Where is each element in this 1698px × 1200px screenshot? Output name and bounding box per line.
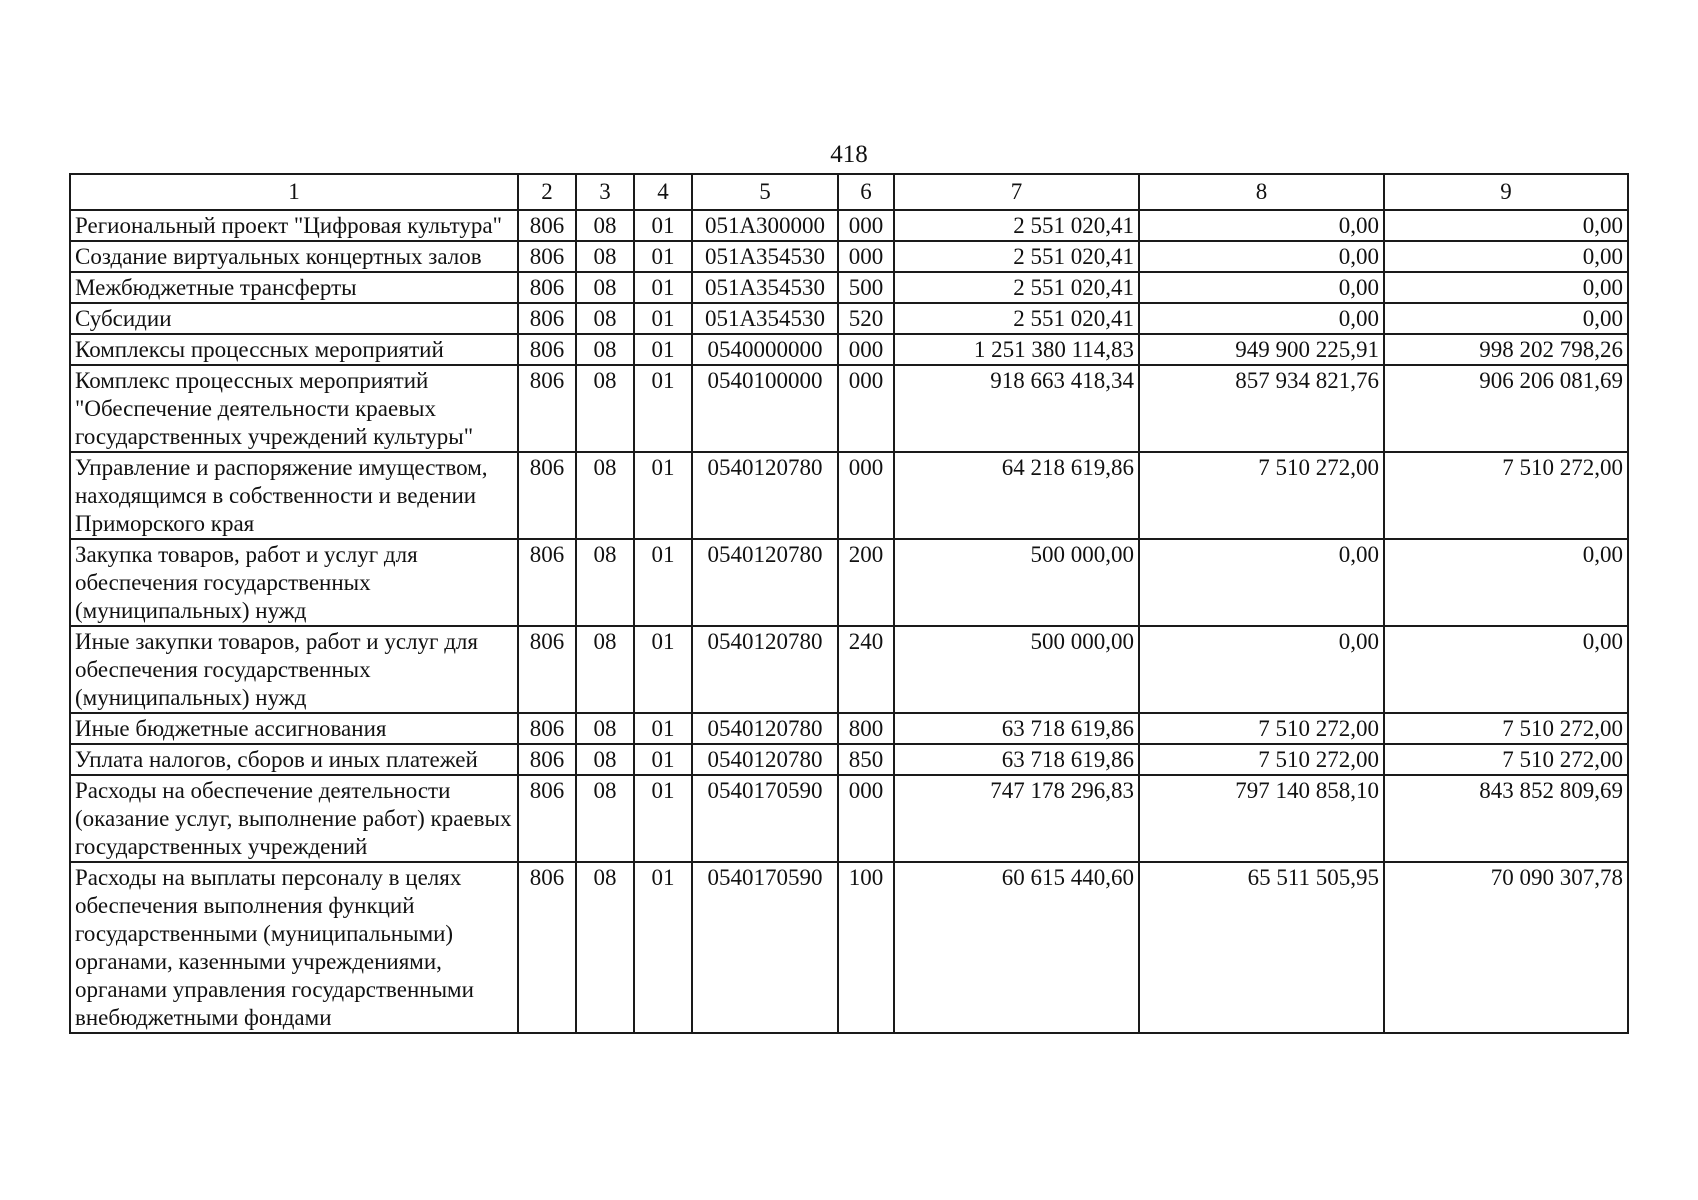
cell-amount: 0,00 [1384, 210, 1628, 241]
column-header: 4 [634, 174, 692, 210]
table-row [70, 744, 1628, 775]
row-name: Субсидии [70, 303, 518, 334]
cell-code: 08 [576, 862, 634, 1033]
cell-code: 051A354530 [692, 303, 838, 334]
cell-amount: 2 551 020,41 [894, 303, 1139, 334]
cell-amount: 0,00 [1139, 539, 1384, 626]
row-name: Иные закупки товаров, работ и услуг для обеспечения государственных (муниципальных) нужд [70, 626, 518, 713]
cell-amount: 64 218 619,86 [894, 452, 1139, 539]
cell-code: 08 [576, 210, 634, 241]
row-name: Комплексы процессных мероприятий [70, 334, 518, 365]
table-row [70, 334, 1628, 365]
cell-code: 806 [518, 303, 576, 334]
column-header: 7 [894, 174, 1139, 210]
budget-table [69, 173, 1629, 1034]
row-name: Управление и распоряжение имуществом, находящимся в собственности и ведении Приморского края [70, 452, 518, 539]
row-name: Иные бюджетные ассигнования [70, 713, 518, 744]
cell-code: 500 [838, 272, 894, 303]
cell-amount: 1 251 380 114,83 [894, 334, 1139, 365]
table-row [70, 452, 1628, 539]
cell-code: 08 [576, 713, 634, 744]
cell-amount: 7 510 272,00 [1384, 713, 1628, 744]
cell-amount: 797 140 858,10 [1139, 775, 1384, 862]
cell-code: 806 [518, 452, 576, 539]
cell-code: 0540120780 [692, 744, 838, 775]
cell-code: 806 [518, 365, 576, 452]
cell-code: 0540000000 [692, 334, 838, 365]
cell-code: 01 [634, 272, 692, 303]
cell-code: 0540120780 [692, 713, 838, 744]
cell-amount: 857 934 821,76 [1139, 365, 1384, 452]
cell-amount: 63 718 619,86 [894, 744, 1139, 775]
table-body [70, 210, 1628, 1033]
cell-code: 051A354530 [692, 272, 838, 303]
cell-amount: 60 615 440,60 [894, 862, 1139, 1033]
cell-code: 806 [518, 744, 576, 775]
column-header: 8 [1139, 174, 1384, 210]
table-row [70, 241, 1628, 272]
cell-amount: 0,00 [1384, 303, 1628, 334]
cell-code: 08 [576, 334, 634, 365]
cell-code: 08 [576, 272, 634, 303]
cell-code: 01 [634, 303, 692, 334]
cell-code: 08 [576, 744, 634, 775]
row-name: Межбюджетные трансферты [70, 272, 518, 303]
cell-amount: 2 551 020,41 [894, 210, 1139, 241]
cell-amount: 0,00 [1139, 626, 1384, 713]
cell-code: 08 [576, 303, 634, 334]
row-name: Создание виртуальных концертных залов [70, 241, 518, 272]
cell-code: 806 [518, 862, 576, 1033]
table-row [70, 626, 1628, 713]
cell-code: 000 [838, 365, 894, 452]
cell-code: 806 [518, 539, 576, 626]
cell-amount: 63 718 619,86 [894, 713, 1139, 744]
cell-code: 0540170590 [692, 862, 838, 1033]
column-header: 9 [1384, 174, 1628, 210]
cell-code: 806 [518, 334, 576, 365]
cell-code: 051A354530 [692, 241, 838, 272]
table-row [70, 210, 1628, 241]
cell-amount: 747 178 296,83 [894, 775, 1139, 862]
cell-code: 000 [838, 334, 894, 365]
cell-code: 01 [634, 862, 692, 1033]
cell-amount: 0,00 [1384, 241, 1628, 272]
cell-code: 08 [576, 241, 634, 272]
cell-code: 100 [838, 862, 894, 1033]
column-header: 6 [838, 174, 894, 210]
page-number: 418 [830, 141, 868, 168]
table-row [70, 365, 1628, 452]
table-row [70, 303, 1628, 334]
cell-code: 000 [838, 775, 894, 862]
cell-amount: 843 852 809,69 [1384, 775, 1628, 862]
cell-code: 01 [634, 744, 692, 775]
cell-code: 01 [634, 626, 692, 713]
cell-code: 000 [838, 210, 894, 241]
cell-code: 01 [634, 713, 692, 744]
cell-code: 806 [518, 272, 576, 303]
cell-code: 08 [576, 539, 634, 626]
header-row [70, 174, 1628, 210]
cell-code: 01 [634, 775, 692, 862]
cell-amount: 0,00 [1384, 272, 1628, 303]
cell-code: 0540120780 [692, 626, 838, 713]
cell-code: 01 [634, 241, 692, 272]
cell-code: 0540170590 [692, 775, 838, 862]
column-header: 5 [692, 174, 838, 210]
cell-code: 000 [838, 241, 894, 272]
row-name: Уплата налогов, сборов и иных платежей [70, 744, 518, 775]
cell-amount: 7 510 272,00 [1384, 744, 1628, 775]
cell-code: 08 [576, 365, 634, 452]
cell-code: 800 [838, 713, 894, 744]
row-name: Закупка товаров, работ и услуг для обеспечения государственных (муниципальных) нужд [70, 539, 518, 626]
cell-code: 01 [634, 365, 692, 452]
cell-code: 08 [576, 775, 634, 862]
cell-code: 806 [518, 626, 576, 713]
cell-amount: 0,00 [1139, 272, 1384, 303]
row-name: Региональный проект "Цифровая культура" [70, 210, 518, 241]
cell-amount: 918 663 418,34 [894, 365, 1139, 452]
cell-amount: 906 206 081,69 [1384, 365, 1628, 452]
cell-amount: 7 510 272,00 [1139, 452, 1384, 539]
cell-amount: 7 510 272,00 [1139, 744, 1384, 775]
cell-code: 0540100000 [692, 365, 838, 452]
table-row [70, 862, 1628, 1033]
cell-amount: 2 551 020,41 [894, 241, 1139, 272]
cell-code: 806 [518, 210, 576, 241]
cell-code: 240 [838, 626, 894, 713]
cell-code: 806 [518, 241, 576, 272]
cell-amount: 0,00 [1139, 303, 1384, 334]
table-row [70, 775, 1628, 862]
cell-code: 520 [838, 303, 894, 334]
cell-amount: 70 090 307,78 [1384, 862, 1628, 1033]
cell-amount: 7 510 272,00 [1139, 713, 1384, 744]
cell-amount: 0,00 [1384, 539, 1628, 626]
cell-code: 806 [518, 775, 576, 862]
cell-amount: 0,00 [1139, 210, 1384, 241]
cell-code: 01 [634, 539, 692, 626]
table-row [70, 713, 1628, 744]
cell-code: 08 [576, 626, 634, 713]
table-row [70, 272, 1628, 303]
table-row [70, 539, 1628, 626]
cell-amount: 0,00 [1139, 241, 1384, 272]
cell-amount: 949 900 225,91 [1139, 334, 1384, 365]
cell-code: 000 [838, 452, 894, 539]
column-header: 1 [70, 174, 518, 210]
cell-amount: 2 551 020,41 [894, 272, 1139, 303]
cell-code: 0540120780 [692, 452, 838, 539]
cell-code: 051A300000 [692, 210, 838, 241]
cell-amount: 65 511 505,95 [1139, 862, 1384, 1033]
column-header: 2 [518, 174, 576, 210]
cell-code: 0540120780 [692, 539, 838, 626]
row-name: Комплекс процессных мероприятий "Обеспечение деятельности краевых государственных учреждений культуры" [70, 365, 518, 452]
column-header: 3 [576, 174, 634, 210]
cell-amount: 500 000,00 [894, 626, 1139, 713]
cell-code: 806 [518, 713, 576, 744]
cell-code: 01 [634, 452, 692, 539]
row-name: Расходы на выплаты персоналу в целях обеспечения выполнения функций государственными (муниципальными) органами, казенными учреждениями, органами управления государственными внебюджетными фондами [70, 862, 518, 1033]
cell-amount: 998 202 798,26 [1384, 334, 1628, 365]
cell-amount: 0,00 [1384, 626, 1628, 713]
row-name: Расходы на обеспечение деятельности (оказание услуг, выполнение работ) краевых государственных учреждений [70, 775, 518, 862]
cell-amount: 500 000,00 [894, 539, 1139, 626]
cell-code: 01 [634, 210, 692, 241]
cell-code: 200 [838, 539, 894, 626]
cell-amount: 7 510 272,00 [1384, 452, 1628, 539]
cell-code: 08 [576, 452, 634, 539]
cell-code: 850 [838, 744, 894, 775]
cell-code: 01 [634, 334, 692, 365]
